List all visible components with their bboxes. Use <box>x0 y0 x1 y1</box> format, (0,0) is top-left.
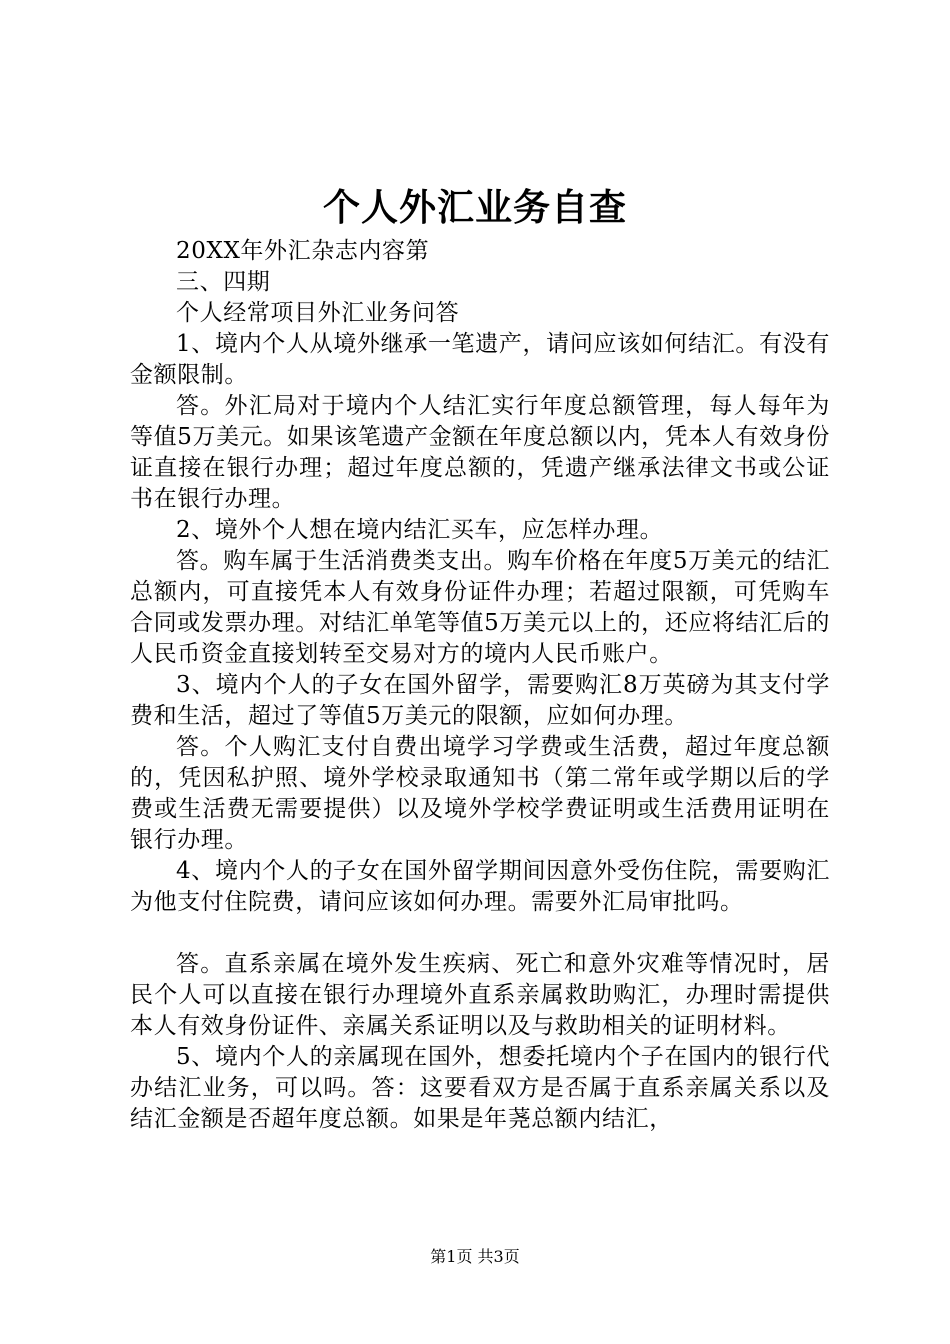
question-paragraph: 3、境内个人的子女在国外留学，需要购汇8万英磅为其支付学费和生活，超过了等值5万美元的限额，应如何办理。 <box>130 672 830 729</box>
question-paragraph: 1、境内个人从境外继承一笔遗产，请问应该如何结汇。有没有金额限制。 <box>130 331 830 388</box>
question-paragraph: 4、境内个人的子女在国外留学期间因意外受伤住院，需要购汇为他支付住院费，请问应该如何办理。需要外汇局审批吗。 <box>130 858 830 915</box>
page-footer: 第1页 共3页 <box>430 1247 520 1266</box>
paragraph: 20XX年外汇杂志内容第 <box>176 238 430 264</box>
answer-paragraph: 答。个人购汇支付自费出境学习学费或生活费，超过年度总额的，凭因私护照、境外学校录取通知书（第二常年或学期以后的学费或生活费无需要提供）以及境外学校学费证明或生活费用证明在银行办理。 <box>130 734 830 853</box>
document-body <box>130 236 830 1135</box>
paragraph: 个人经常项目外汇业务问答 <box>176 300 460 326</box>
answer-paragraph: 答。购车属于生活消费类支出。购车价格在年度5万美元的结汇总额内，可直接凭本人有效身份证件办理；若超过限额，可凭购车合同或发票办理。对结汇单笔等值5万美元以上的，还应将结汇后的人民币资金直接划转至交易对方的境内人民币账户。 <box>130 548 830 667</box>
question-paragraph: 5、境内个人的亲属现在国外，想委托境内个子在国内的银行代办结汇业务，可以吗。答：这要看双方是否属于直系亲属关系以及结汇金额是否超年度总额。如果是年荛总额内结汇， <box>130 1044 830 1132</box>
paragraph: 三、四期 <box>176 269 271 295</box>
answer-paragraph: 答。外汇局对于境内个人结汇实行年度总额管理，每人每年为等值5万美元。如果该笔遗产金额在年度总额以内，凭本人有效身份证直接在银行办理；超过年度总额的，凭遗产继承法律文书或公证书在银行办理。 <box>130 393 830 512</box>
question-paragraph: 2、境外个人想在境内结汇买车，应怎样办理。 <box>176 517 664 543</box>
answer-paragraph: 答。直系亲属在境外发生疾病、死亡和意外灾难等情况时，居民个人可以直接在银行办理境外直系亲属救助购汇，办理时需提供本人有效身份证件、亲属关系证明以及与救助相关的证明材料。 <box>130 951 830 1039</box>
document-title: 个人外汇业务自查 <box>323 185 627 229</box>
